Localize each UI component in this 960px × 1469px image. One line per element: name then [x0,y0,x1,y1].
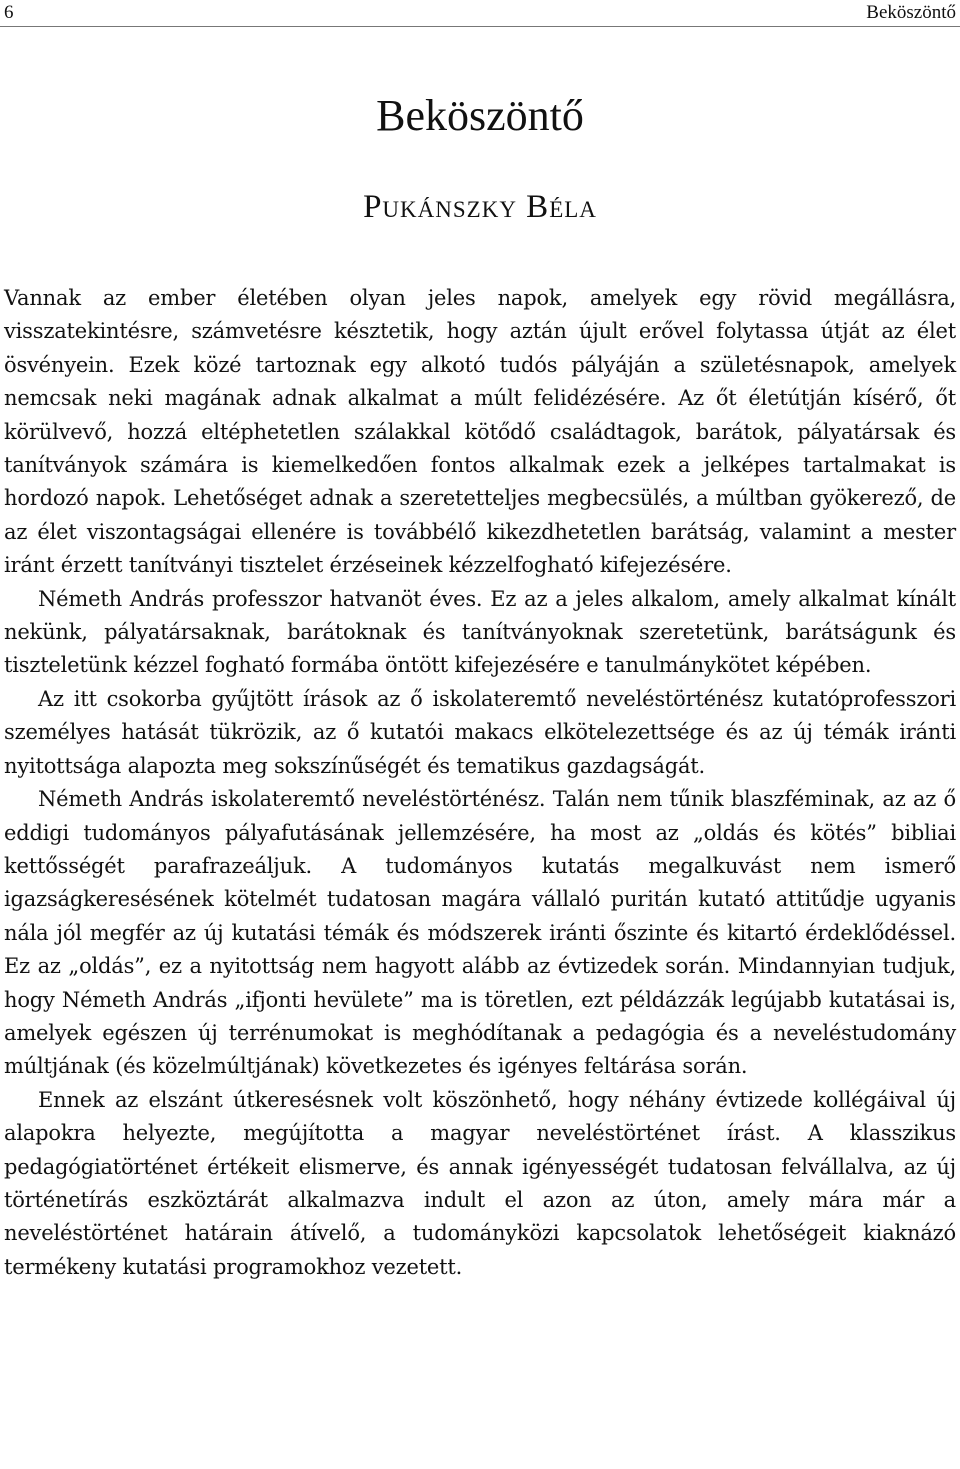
body-text [4,282,956,1284]
running-header [0,0,960,27]
paragraph-5: Ennek az elszánt útkeresésnek volt köszönhető, hogy néhány évtizede kollégáival új alapokra helyezte, megújította a magyar neveléstörténet írást. A klasszikus pedagógiatörténet értékeit elismerve, és annak igényességét tudatosan felvállalva, az új történetírás eszköztárát alkalmazva indult el azon az úton, amely mára már a neveléstörténet határain átívelő, a tudományközi kapcsolatok lehetőségeit kiaknázó termékeny kutatási programokhoz vezetett. [4,1087,956,1279]
running-title: Beköszöntő [866,2,956,23]
chapter-title: Beköszöntő [376,91,584,140]
paragraph-4: Németh András iskolateremtő neveléstörténész. Talán nem tűnik blaszféminak, az az ő eddigi tudományos pályafutásának jellemzésére, ha most az „oldás és kötés” bibliai kettősségét parafrazeáljuk. A tudományos kutatás megalkuvást nem ismerő igazságkeresésének kötelmét tudatosan magára vállaló puritán kutató attitűdje ugyanis nála jól megfér az új kutatási témák és módszerek iránti őszinte és kitartó érdeklődéssel. Ez az „oldás”, ez a nyitottság nem hagyott alább az évtizedek során. Mindannyian tudjuk, hogy Németh András „ifjonti hevülete” ma is töretlen, ezt példázzák legújabb kutatásai is, amelyek egészen új terrénumokat is meghódítanak a pedagógia és a neveléstudomány múltjának (és közelmúltjának) következetes és igényes feltárása során. [4,787,956,1079]
page-number: 6 [4,2,14,23]
paragraph-3: Az itt csokorba gyűjtött írások az ő iskolateremtő neveléstörténész kutatóprofesszori személyes hatását tükrözik, az ő kutatói makacs elkötelezettsége és az új témák iránti nyitottsága alapozta meg sokszínűségét és tematikus gazdagságát. [4,686,956,778]
paragraph-2: Németh András professzor hatvanöt éves. Ez az a jeles alkalom, amely alkalmat kínált nekünk, pályatársaknak, barátoknak és tanítványoknak szeretetünk, barátságunk és tiszteletünk kézzel fogható formába öntött kifejezésére e tanulmánykötet képében. [4,586,956,678]
author-name: Pukánszky Béla [363,189,597,225]
paragraph-1: Vannak az ember életében olyan jeles napok, amelyek egy rövid megállásra, visszatekintésre, számvetésre késztetik, hogy aztán újult erővel folytassa útját az élet ösvényein. Ezek közé tartoznak egy alkotó tudós pályáján a születésnapok, amelyek nemcsak neki magának adnak alkalmat a múlt felidézésére. Az őt életútján kísérő, őt körülvevő, hozzá eltéphetetlen szálakkal kötődő családtagok, barátok, pályatársak és tanítványok számára is kiemelkedően fontos alkalmak ezek a jelképes tartalmakat is hordozó napok. Lehetőséget adnak a szeretetteljes megbecsülés, a múltban gyökerező, de az élet viszontagságai ellenére is továbbélő kikezdhetetlen barátság, valamint a mester iránt érzett tanítványi tisztelet érzéseinek kézzelfogható kifejezésére. [4,286,956,578]
